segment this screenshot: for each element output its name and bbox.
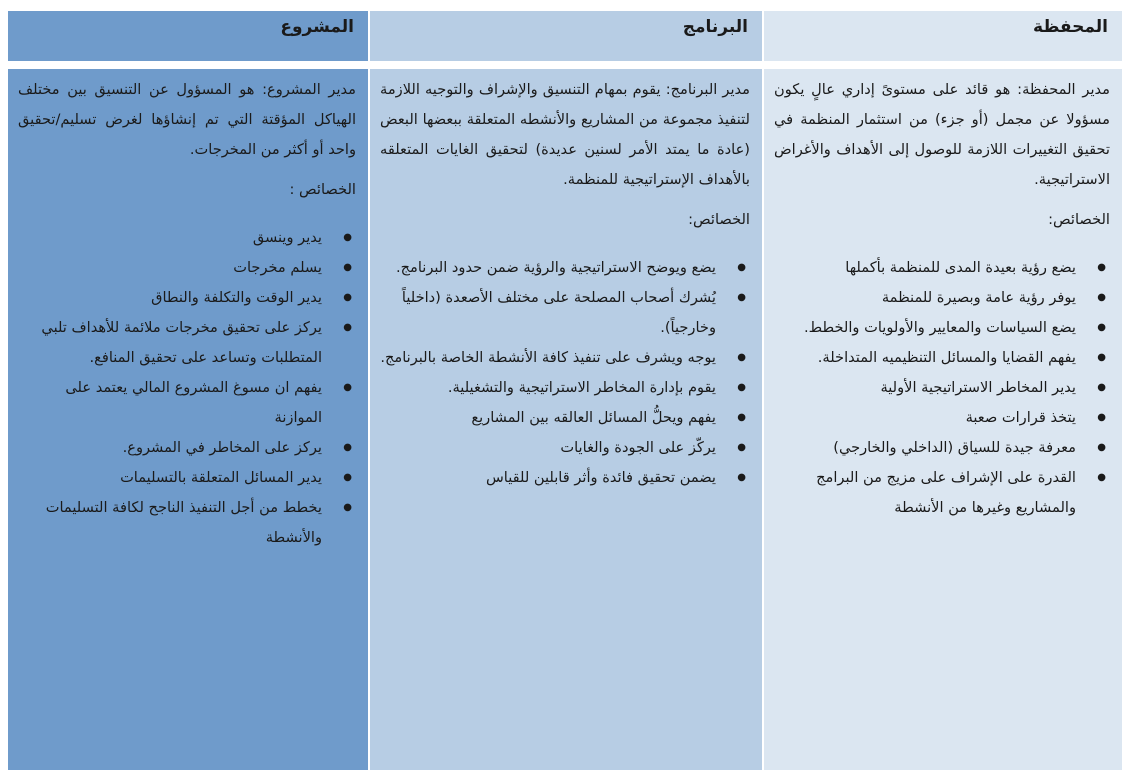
header-portfolio: المحفظة <box>763 10 1123 62</box>
list-item: ● يدير وينسق <box>18 223 322 253</box>
program-characteristics-label: الخصائص: <box>688 211 750 228</box>
portfolio-characteristics-label: الخصائص: <box>1048 211 1110 228</box>
content-row <box>7 68 1123 771</box>
portfolio-definition: مدير المحفظة: هو قائد على مستوىً إداري عالٍ يكون مسؤولا عن مجمل (أو جزء) من استثمار المنظمة في تحقيق التغييرات اللازمة للوصول إلى الأهداف والأغراض الاستراتيجية. <box>774 81 1110 188</box>
list-item: ● يخطط من أجل التنفيذ الناجح لكافة التسليمات والأنشطة <box>18 493 322 553</box>
list-item: ● يقوم بإدارة المخاطر الاستراتيجية والتشغيلية. <box>380 373 716 403</box>
portfolio-cell <box>763 68 1123 771</box>
list-item: ● يدير المسائل المتعلقة بالتسليمات <box>18 463 322 493</box>
program-characteristics-list <box>380 253 750 493</box>
list-item: ● يضع السياسات والمعايير والأولويات والخطط. <box>774 313 1076 343</box>
project-characteristics-list <box>18 223 356 553</box>
program-cell <box>369 68 763 771</box>
program-definition: مدير البرنامج: يقوم بمهام التنسيق والإشراف والتوجيه اللازمة لتنفيذ مجموعة من المشاريع والأنشطه المتعلقة ببعضها البعض (عادة ما يمتد الأمر لسنين عديدة) لتحقيق الغايات المتعلقه بالأهداف الإستراتيجية للمنظمة. <box>380 81 750 188</box>
list-item: ● يركّز على الجودة والغايات <box>380 433 716 463</box>
list-item: ● القدرة على الإشراف على مزيج من البرامج والمشاريع وغيرها من الأنشطة <box>774 463 1076 523</box>
list-item: ● يركز على المخاطر في المشروع. <box>18 433 322 463</box>
list-item: ● يسلم مخرجات <box>18 253 322 283</box>
list-item: ● يُشرك أصحاب المصلحة على مختلف الأصعدة (داخلياً وخارجياً). <box>380 283 716 343</box>
list-item: ● يفهم ويحلُّ المسائل العالقه بين المشاريع <box>380 403 716 433</box>
header-project: المشروع <box>7 10 369 62</box>
comparison-table-wrapper <box>8 9 1124 772</box>
list-item: ● يضع ويوضح الاستراتيجية والرؤية ضمن حدود البرنامج. <box>380 253 716 283</box>
list-item: ● يفهم ان مسوغ المشروع المالي يعتمد على الموازنة <box>18 373 322 433</box>
list-item: ● يدير المخاطر الاستراتيجية الأولية <box>774 373 1076 403</box>
header-row <box>7 10 1123 62</box>
project-characteristics-label: الخصائص : <box>289 181 356 198</box>
list-item: ● يوجه ويشرف على تنفيذ كافة الأنشطة الخاصة بالبرنامج. <box>380 343 716 373</box>
list-item: ● يركز على تحقيق مخرجات ملائمة للأهداف تلبي المتطلبات وتساعد على تحقيق المنافع. <box>18 313 322 373</box>
portfolio-characteristics-list <box>774 253 1110 523</box>
list-item: ● يدير الوقت والتكلفة والنطاق <box>18 283 322 313</box>
list-item: ● يتخذ قرارات صعبة <box>774 403 1076 433</box>
list-item: ● معرفة جيدة للسياق (الداخلي والخارجي) <box>774 433 1076 463</box>
list-item: ● يفهم القضايا والمسائل التنظيميه المتداخلة. <box>774 343 1076 373</box>
project-definition: مدير المشروع: هو المسؤول عن التنسيق بين مختلف الهياكل المؤقتة التي تم إنشاؤها لغرض تسليم/تحقيق واحد أو أكثر من المخرجات. <box>18 81 356 158</box>
list-item: ● يضمن تحقيق فائدة وأثر قابلين للقياس <box>380 463 716 493</box>
header-program: البرنامج <box>369 10 763 62</box>
list-item: ● يوفر رؤية عامة وبصيرة للمنظمة <box>774 283 1076 313</box>
comparison-table <box>6 9 1124 772</box>
list-item: ● يضع رؤية بعيدة المدى للمنظمة بأكملها <box>774 253 1076 283</box>
project-cell <box>7 68 369 771</box>
